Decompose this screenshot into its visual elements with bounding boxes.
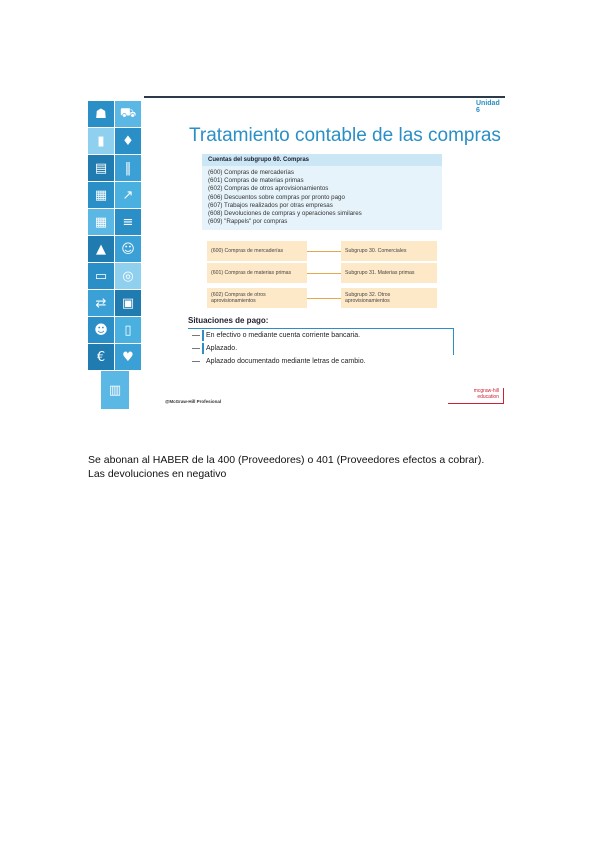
barcode-icon: ‖	[115, 155, 141, 181]
flow-target: Subgrupo 31. Materias primas	[341, 263, 437, 283]
account-item: (609) "Rappels" por compras	[208, 218, 288, 226]
flow-connector	[307, 273, 341, 274]
bar-marker	[202, 330, 204, 341]
account-item: (601) Compras de materias primas	[208, 177, 304, 185]
accounts-list	[202, 166, 442, 226]
payment-item-text: Aplazado.	[206, 345, 238, 352]
dash-marker	[192, 361, 200, 362]
account-item: (608) Devoluciones de compras y operaciones similares	[208, 210, 362, 218]
payment-title: Situaciones de pago:	[188, 316, 454, 329]
dash-marker	[192, 348, 200, 349]
flow-source: (601) Compras de materias primas	[207, 263, 307, 283]
payment-item	[188, 329, 454, 342]
sidebar-icon-strip	[88, 96, 142, 414]
payment-item	[188, 355, 454, 368]
people-icon: ☺	[115, 236, 141, 262]
brand-line: education	[477, 394, 499, 400]
slide-top-rule	[144, 96, 505, 98]
globe-icon: ◎	[115, 263, 141, 289]
account-item: (602) Compras de otros aprovisionamientos	[208, 185, 329, 193]
account-item: (607) Trabajos realizados por otras empresas	[208, 201, 333, 209]
footer-publisher: @McGraw-Hill Profesional	[165, 399, 222, 404]
list-icon: ≡	[115, 209, 141, 235]
people2-icon: ☻	[88, 317, 114, 343]
account-item: (606) Descuentos sobre compras por pronto pago	[208, 193, 345, 201]
calculator-icon: ▦	[88, 209, 114, 235]
creditcard-icon: ▭	[88, 263, 114, 289]
accounts-box	[202, 154, 442, 230]
unit-label: Unidad 6	[476, 100, 500, 114]
note-line: Las devoluciones en negativo	[88, 468, 227, 480]
arrows-icon: ⇄	[88, 290, 114, 316]
note-line: Se abonan al HABER de la 400 (Proveedores) o 401 (Proveedores efectos a cobrar).	[88, 454, 485, 466]
flow-target: Subgrupo 32. Otros aprovisionamientos	[341, 288, 437, 308]
brand-logo	[448, 388, 504, 404]
note-paragraph	[88, 453, 528, 481]
flow-target: Subgrupo 30. Comerciales	[341, 241, 437, 261]
piggybank-icon: ♥	[115, 344, 141, 370]
flow-source: (602) Compras de otros aprovisionamientos	[207, 288, 307, 308]
payment-item-text: Aplazado documentado mediante letras de cambio.	[206, 358, 366, 365]
factory-icon: ▦	[88, 182, 114, 208]
phone-icon: ▯	[115, 317, 141, 343]
chart-icon: ↗	[115, 182, 141, 208]
handshake-icon: ☗	[88, 101, 114, 127]
buildings-icon: ▲	[88, 236, 114, 262]
flow-connector	[307, 251, 341, 252]
cart-icon: ⛟	[115, 101, 141, 127]
bar-marker	[202, 343, 204, 354]
payment-section	[188, 316, 454, 368]
payment-item	[188, 342, 454, 355]
moneybag-icon: ♦	[115, 128, 141, 154]
payment-item-text: En efectivo o mediante cuenta corriente bancaria.	[206, 332, 361, 339]
tablet-icon: ▥	[101, 371, 129, 409]
flow-row-otros	[207, 288, 439, 310]
truck-icon: ▣	[115, 290, 141, 316]
flow-row-mercaderias	[207, 241, 439, 263]
document-icon: ▤	[88, 155, 114, 181]
flow-connector	[307, 298, 341, 299]
slide-title: Tratamiento contable de las compras	[189, 125, 501, 146]
dash-marker	[192, 335, 200, 336]
account-item: (600) Compras de mercaderías	[208, 169, 294, 176]
accounts-header: Cuentas del subgrupo 60. Compras	[202, 154, 442, 166]
flow-source: (600) Compras de mercaderías	[207, 241, 307, 261]
euro-icon: €	[88, 344, 114, 370]
slide	[88, 96, 505, 414]
flow-row-materias-primas	[207, 263, 439, 285]
brand-line: mcgraw-hill	[473, 388, 499, 394]
battery-icon: ▮	[88, 128, 114, 154]
